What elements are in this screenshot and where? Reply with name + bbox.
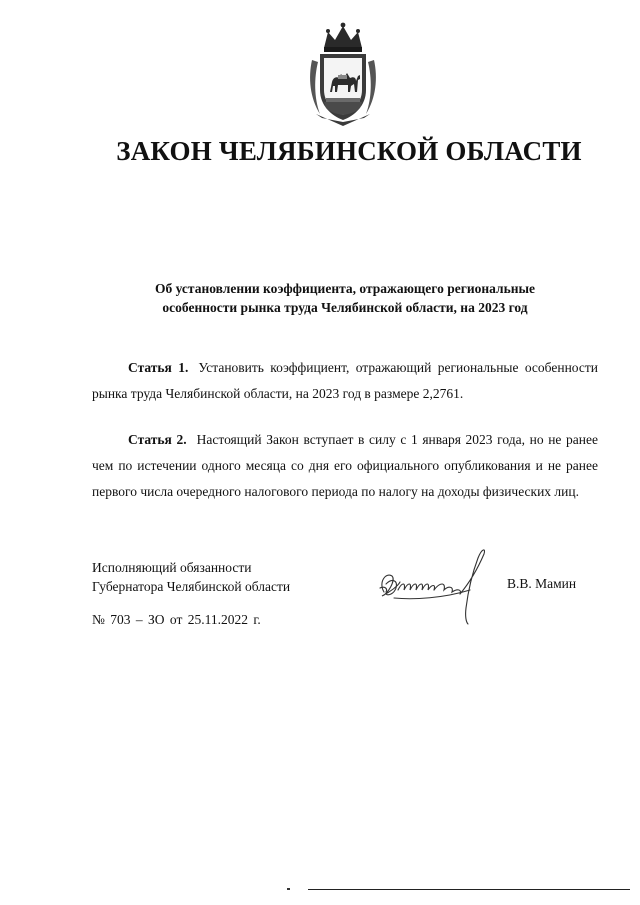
article-1-label: Статья 1.	[128, 360, 189, 375]
subject-line-2: особенности рынка труда Челябинской области, на 2023 год	[162, 300, 528, 315]
article-1-text: Установить коэффициент, отражающий региональные особенности рынка труда Челябинской области, на 2023 год в размере 2,2761.	[92, 360, 598, 401]
footer-divider	[308, 889, 630, 890]
signatory-position	[92, 558, 290, 596]
handwritten-signature-icon	[374, 542, 500, 628]
law-subject	[100, 279, 590, 317]
law-title: ЗАКОН ЧЕЛЯБИНСКОЙ ОБЛАСТИ	[116, 136, 582, 166]
position-line-1: Исполняющий обязанности	[92, 560, 252, 575]
article-2	[92, 427, 598, 505]
signer-name: В.В. Мамин	[507, 576, 577, 591]
footer-mark	[287, 888, 290, 890]
article-1	[92, 355, 598, 407]
subject-line-1: Об установлении коэффициента, отражающего региональные	[154, 281, 536, 296]
coat-of-arms-icon	[302, 18, 384, 130]
registration-number: № 703 – ЗО от 25.11.2022 г.	[92, 612, 261, 627]
position-line-2: Губернатора Челябинской области	[92, 579, 291, 594]
article-2-text: Настоящий Закон вступает в силу с 1 января 2023 года, но не ранее чем по истечении одного месяца со дня его официального опубликования и не ранее первого числа очередного налогового периода по налогу на доходы физических лиц.	[92, 432, 599, 499]
article-2-label: Статья 2.	[128, 432, 187, 447]
